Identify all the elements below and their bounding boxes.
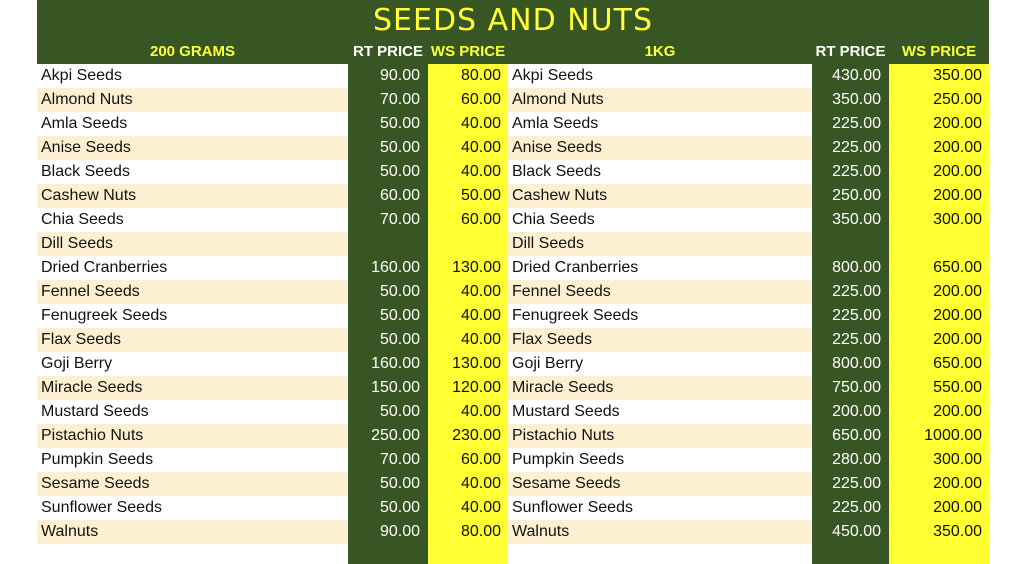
ws-price-1kg: 650.00 xyxy=(889,256,989,280)
table-row xyxy=(37,352,989,376)
ws-price-200g: 40.00 xyxy=(428,472,508,496)
item-name-1kg: Cashew Nuts xyxy=(508,184,812,208)
rt-price-1kg: 225.00 xyxy=(812,136,889,160)
header-1kg-name: 1KG xyxy=(644,43,676,60)
ws-price-200g xyxy=(428,232,508,256)
rt-price-200g: 50.00 xyxy=(348,280,428,304)
rt-price-200g: 50.00 xyxy=(348,400,428,424)
item-name-1kg: Walnuts xyxy=(508,520,812,544)
item-name-200g: Miracle Seeds xyxy=(37,376,348,400)
rt-price-200g: 70.00 xyxy=(348,448,428,472)
ws-price-200g: 80.00 xyxy=(428,520,508,544)
rt-price-1kg: 350.00 xyxy=(812,208,889,232)
rt-price-1kg: 800.00 xyxy=(812,352,889,376)
header-200g-name: 200 GRAMS xyxy=(149,43,236,60)
rt-price-200g: 50.00 xyxy=(348,136,428,160)
item-name-200g: Fennel Seeds xyxy=(37,280,348,304)
rt-price-200g: 60.00 xyxy=(348,184,428,208)
table-row xyxy=(37,472,989,496)
table-row xyxy=(37,400,989,424)
table-row xyxy=(37,160,989,184)
ws-price-1kg: 200.00 xyxy=(889,328,989,352)
item-name-1kg: Akpi Seeds xyxy=(508,64,812,88)
item-name-1kg: Sunflower Seeds xyxy=(508,496,812,520)
ws-price-200g: 60.00 xyxy=(428,88,508,112)
ws-price-200g: 40.00 xyxy=(428,112,508,136)
table-row xyxy=(37,64,989,88)
filler-cell xyxy=(508,544,812,564)
ws-price-200g: 130.00 xyxy=(428,352,508,376)
ws-price-1kg: 1000.00 xyxy=(889,424,989,448)
item-name-1kg: Pistachio Nuts xyxy=(508,424,812,448)
item-name-1kg: Amla Seeds xyxy=(508,112,812,136)
ws-price-200g: 80.00 xyxy=(428,64,508,88)
header-1kg-ws-price: WS PRICE xyxy=(901,43,977,60)
ws-price-200g: 130.00 xyxy=(428,256,508,280)
ws-price-200g: 40.00 xyxy=(428,496,508,520)
rt-price-1kg: 280.00 xyxy=(812,448,889,472)
table-row xyxy=(37,88,989,112)
rt-price-200g: 160.00 xyxy=(348,256,428,280)
table-row xyxy=(37,136,989,160)
rt-price-200g: 50.00 xyxy=(348,160,428,184)
table-row xyxy=(37,328,989,352)
rt-price-1kg: 225.00 xyxy=(812,280,889,304)
table-row xyxy=(37,208,989,232)
table-row xyxy=(37,376,989,400)
ws-price-1kg: 200.00 xyxy=(889,280,989,304)
ws-price-1kg xyxy=(889,232,989,256)
header-1kg-rt-price: RT PRICE xyxy=(815,43,886,60)
ws-price-1kg: 200.00 xyxy=(889,160,989,184)
item-name-200g: Almond Nuts xyxy=(37,88,348,112)
rt-price-200g: 50.00 xyxy=(348,304,428,328)
column-header-row xyxy=(37,40,989,64)
rt-price-1kg: 225.00 xyxy=(812,328,889,352)
rt-price-200g: 160.00 xyxy=(348,352,428,376)
table-row xyxy=(37,232,989,256)
item-name-1kg: Fennel Seeds xyxy=(508,280,812,304)
ws-price-1kg: 650.00 xyxy=(889,352,989,376)
ws-price-200g: 40.00 xyxy=(428,328,508,352)
item-name-1kg: Flax Seeds xyxy=(508,328,812,352)
rt-price-200g: 50.00 xyxy=(348,112,428,136)
rt-price-1kg: 200.00 xyxy=(812,400,889,424)
item-name-1kg: Miracle Seeds xyxy=(508,376,812,400)
rt-price-200g: 90.00 xyxy=(348,520,428,544)
ws-price-200g: 50.00 xyxy=(428,184,508,208)
table-row xyxy=(37,112,989,136)
item-name-200g: Dill Seeds xyxy=(37,232,348,256)
table-row xyxy=(37,424,989,448)
rt-price-1kg: 225.00 xyxy=(812,304,889,328)
price-table-body xyxy=(37,64,989,544)
ws-price-200g: 40.00 xyxy=(428,280,508,304)
header-200g-ws-price: WS PRICE xyxy=(430,43,506,60)
item-name-200g: Amla Seeds xyxy=(37,112,348,136)
title-bar xyxy=(37,0,989,40)
item-name-1kg: Sesame Seeds xyxy=(508,472,812,496)
ws-price-1kg: 350.00 xyxy=(889,64,989,88)
ws-price-1kg: 200.00 xyxy=(889,112,989,136)
item-name-1kg: Goji Berry xyxy=(508,352,812,376)
item-name-200g: Pumpkin Seeds xyxy=(37,448,348,472)
item-name-200g: Black Seeds xyxy=(37,160,348,184)
ws-price-200g: 230.00 xyxy=(428,424,508,448)
ws-price-1kg: 250.00 xyxy=(889,88,989,112)
item-name-200g: Fenugreek Seeds xyxy=(37,304,348,328)
ws-price-1kg: 200.00 xyxy=(889,136,989,160)
ws-price-200g: 40.00 xyxy=(428,304,508,328)
ws-price-1kg: 200.00 xyxy=(889,184,989,208)
ws-price-200g: 120.00 xyxy=(428,376,508,400)
rt-price-200g: 50.00 xyxy=(348,472,428,496)
item-name-200g: Walnuts xyxy=(37,520,348,544)
filler-cell xyxy=(889,544,989,564)
rt-price-1kg xyxy=(812,232,889,256)
item-name-200g: Akpi Seeds xyxy=(37,64,348,88)
item-name-200g: Cashew Nuts xyxy=(37,184,348,208)
rt-price-1kg: 225.00 xyxy=(812,496,889,520)
rt-price-200g: 90.00 xyxy=(348,64,428,88)
ws-price-200g: 40.00 xyxy=(428,160,508,184)
item-name-200g: Pistachio Nuts xyxy=(37,424,348,448)
filler-cell xyxy=(37,544,348,564)
ws-price-1kg: 300.00 xyxy=(889,448,989,472)
table-row xyxy=(37,184,989,208)
item-name-200g: Sesame Seeds xyxy=(37,472,348,496)
ws-price-1kg: 200.00 xyxy=(889,496,989,520)
ws-price-1kg: 200.00 xyxy=(889,472,989,496)
item-name-200g: Chia Seeds xyxy=(37,208,348,232)
item-name-200g: Dried Cranberries xyxy=(37,256,348,280)
rt-price-200g: 70.00 xyxy=(348,88,428,112)
rt-price-1kg: 225.00 xyxy=(812,472,889,496)
rt-price-1kg: 250.00 xyxy=(812,184,889,208)
rt-price-200g xyxy=(348,232,428,256)
ws-price-200g: 40.00 xyxy=(428,400,508,424)
ws-price-1kg: 200.00 xyxy=(889,304,989,328)
table-row xyxy=(37,304,989,328)
table-row xyxy=(37,448,989,472)
rt-price-1kg: 450.00 xyxy=(812,520,889,544)
item-name-1kg: Dill Seeds xyxy=(508,232,812,256)
rt-price-200g: 250.00 xyxy=(348,424,428,448)
filler-cell xyxy=(348,544,428,564)
rt-price-1kg: 800.00 xyxy=(812,256,889,280)
item-name-1kg: Dried Cranberries xyxy=(508,256,812,280)
item-name-1kg: Black Seeds xyxy=(508,160,812,184)
rt-price-1kg: 225.00 xyxy=(812,112,889,136)
ws-price-200g: 60.00 xyxy=(428,208,508,232)
page-title: SEEDS AND NUTS xyxy=(372,2,653,38)
ws-price-1kg: 350.00 xyxy=(889,520,989,544)
table-row xyxy=(37,256,989,280)
item-name-200g: Mustard Seeds xyxy=(37,400,348,424)
rt-price-1kg: 350.00 xyxy=(812,88,889,112)
item-name-200g: Anise Seeds xyxy=(37,136,348,160)
item-name-200g: Sunflower Seeds xyxy=(37,496,348,520)
table-row xyxy=(37,520,989,544)
item-name-1kg: Mustard Seeds xyxy=(508,400,812,424)
item-name-1kg: Fenugreek Seeds xyxy=(508,304,812,328)
rt-price-200g: 70.00 xyxy=(348,208,428,232)
rt-price-1kg: 430.00 xyxy=(812,64,889,88)
filler-cell xyxy=(812,544,889,564)
rt-price-200g: 50.00 xyxy=(348,496,428,520)
ws-price-1kg: 550.00 xyxy=(889,376,989,400)
ws-price-200g: 40.00 xyxy=(428,136,508,160)
ws-price-1kg: 200.00 xyxy=(889,400,989,424)
ws-price-1kg: 300.00 xyxy=(889,208,989,232)
header-200g-rt-price: RT PRICE xyxy=(352,43,423,60)
ws-price-200g: 60.00 xyxy=(428,448,508,472)
rt-price-1kg: 225.00 xyxy=(812,160,889,184)
rt-price-1kg: 750.00 xyxy=(812,376,889,400)
rt-price-200g: 50.00 xyxy=(348,328,428,352)
filler-cell xyxy=(428,544,508,564)
table-row xyxy=(37,280,989,304)
item-name-1kg: Pumpkin Seeds xyxy=(508,448,812,472)
item-name-1kg: Almond Nuts xyxy=(508,88,812,112)
rt-price-200g: 150.00 xyxy=(348,376,428,400)
table-bottom-fill xyxy=(37,544,989,564)
item-name-200g: Flax Seeds xyxy=(37,328,348,352)
item-name-1kg: Chia Seeds xyxy=(508,208,812,232)
price-list-sheet xyxy=(37,0,989,555)
item-name-200g: Goji Berry xyxy=(37,352,348,376)
rt-price-1kg: 650.00 xyxy=(812,424,889,448)
table-row xyxy=(37,496,989,520)
item-name-1kg: Anise Seeds xyxy=(508,136,812,160)
